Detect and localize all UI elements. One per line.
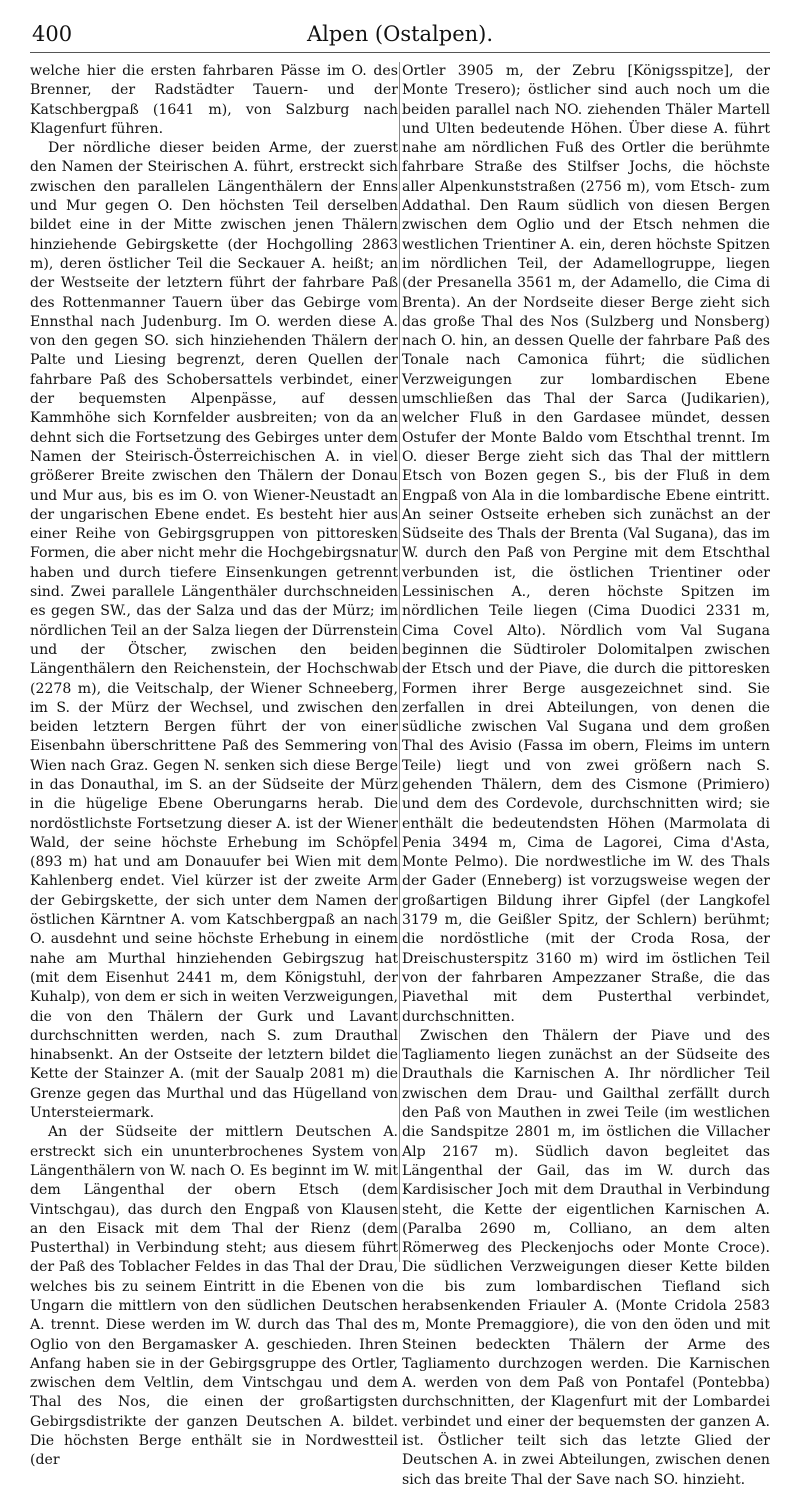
right-column [402, 62, 771, 1488]
page-header [30, 16, 770, 53]
paragraph: Zwischen den Thälern der Piave und des Tagliamento liegen zunächst an der Südseite des Drauthals die Karnischen A. Ihr nördlicher Teil zwischen dem Drau- und Gailthal zerfällt durch den Paß von Mauthen in zwei Teile (im westlichen die Sandspitze 2801 m, im östlichen die Villacher Alp 2167 m). Südlich davon begleitet das Längenthal der Gail, das im W. durch das Kardisischer Joch mit dem Drauthal in Verbindung steht, die Kette der eigentlichen Karnischen A. (Paralba 2690 m, Colliano, an dem alten Römerweg des Pleckenjochs oder Monte Croce). Die südlichen Verzweigungen dieser Kette bilden die bis zum lombardischen Tiefland sich herabsenkenden Friauler A. (Monte Cridola 2583 m, Monte Premaggiore), die von den öden und mit Steinen bedeckten Thälern der Arme des Tagliamento durchzogen werden. Die Karnischen A. werden von dem Paß von Pontafel (Pontebba) durchschnitten, der Klagenfurt mit der Lombardei verbindet und einer der bequemsten der ganzen A. ist. Östlicher teilt sich das letzte Glied der Deutschen A. in zwei Abteilungen, zwischen denen sich das breite Thal der Save nach SO. hinzieht. [402, 1027, 770, 1488]
paragraph: An der Südseite der mittlern Deutschen A. erstreckt sich ein ununterbrochenes System von Längenthälern von W. nach O. Es beginnt im W. mit dem Längenthal der obern Etsch (dem Vintschgau), das durch den Engpaß von Klausen an den Eisack mit dem Thal der Rienz (dem Pusterthal) in Verbindung steht; aus diesem führt der Paß des Toblacher Feldes in das Thal der Drau, welches bis zu seinem Eintritt in die Ebenen von Ungarn die mittlern von den südlichen Deutschen A. trennt. Diese werden im W. durch das Thal des Oglio von den Bergamasker A. geschieden. Ihren Anfang haben sie in der Gebirgsgruppe des Ortler, zwischen dem Veltlin, dem Vintschgau und dem Thal des Nos, die einen der großartigsten Gebirgsdistrikte der ganzen Deutschen A. bildet. Die höchsten Berge enthält sie in Nordwestteil (der [30, 1124, 398, 1469]
paragraph: Ortler 3905 m, der Zebru [Königsspitze], der Monte Tresero); östlicher sind auch noch um die beiden parallel nach NO. ziehenden Thäler Martell und Ulten bedeutende Höhen. Über diese A. führt nahe am nördlichen Fuß des Ortler die berühmte fahrbare Straße des Stilfser Jochs, die höchste aller Alpenkunststraßen (2756 m), vom Etsch- zum Addathal. Den Raum südlich von diesen Bergen zwischen dem Oglio und der Etsch nehmen die westlichen Trientiner A. ein, deren höchste Spitzen im nördlichen Teil, der Adamellogruppe, liegen (der Presanella 3561 m, der Adamello, die Cima di Brenta). An der Nordseite dieser Berge zieht sich das große Thal des Nos (Sulzberg und Nonsberg) nach O. hin, an dessen Quelle der fahrbare Paß des Tonale nach Camonica führt; die südlichen Verzweigungen zur lombardischen Ebene umschließen das Thal der Sarca (Judikarien), welcher Fluß in den Gardasee mündet, dessen Ostufer der Monte Baldo vom Etschthal trennt. Im O. dieser Berge zieht sich das Thal der mittlern Etsch von Bozen gegen S., bis der Fluß in dem Engpaß von Ala in die lombardische Ebene eintritt. An seiner Ostseite erheben sich zunächst an der Südseite des Thals der Brenta (Val Sugana), das im W. durch den Paß von Pergine mit dem Etschthal verbunden ist, die östlichen Trientiner oder Lessinischen A., deren höchste Spitzen im nördlichen Teile liegen (Cima Duodici 2331 m, Cima Covel Alto). Nördlich vom Val Sugana beginnen die Südtiroler Dolomitalpen zwischen der Etsch und der Piave, die durch die pittoresken Formen ihrer Berge ausgezeichnet sind. Sie zerfallen in drei Abteilungen, von denen die südliche zwischen Val Sugana und dem großen Thal des Avisio (Fassa im obern, Fleims im untern Teile) liegt und von zwei größern nach S. gehenden Thälern, dem des Cismone (Primiero) und dem des Cordevole, durchschnitten wird; sie enthält die bedeutendsten Höhen (Marmolata di Penia 3494 m, Cima de Lagorei, Cima d'Asta, Monte Pelmo). Die nordwestliche im W. des Thals der Gader (Enneberg) ist vorzugsweise wegen der großartigen Bildung ihrer Gipfel (der Langkofel 3179 m, die Geißler Spitz, der Schlern) berühmt; die nordöstliche (mit der Croda Rosa, der Dreischusterspitz 3160 m) wird im östlichen Teil von der fahrbaren Ampezzaner Straße, die das Piavethal mit dem Pusterthal verbindet, durchschnitten. [402, 63, 771, 1025]
paragraph: Der nördliche dieser beiden Arme, der zuerst den Namen der Steirischen A. führt, erstreckt sich zwischen den parallelen Längenthälern der Enns und Mur gegen O. Den höchsten Teil derselben bildet eine in der Mitte zwischen jenen Thälern hinziehende Gebirgskette (der Hochgolling 2863 m), deren östlicher Teil die Seckauer A. heißt; an der Westseite der letztern führt der fahrbare Paß des Rottenmanner Tauern über das Gebirge vom Ennsthal nach Judenburg. Im O. werden diese A. von den gegen SO. sich hinziehenden Thälern der Palte und Liesing begrenzt, deren Quellen der fahrbare Paß des Schobersattels verbindet, einer der bequemsten Alpenpässe, auf dessen Kammhöhe sich Kornfelder ausbreiten; von da an dehnt sich die Fortsetzung des Gebirges unter dem Namen der Steirisch-Österreichischen A. in viel größerer Breite zwischen den Thälern der Donau und Mur aus, bis es im O. von Wiener-Neustadt an der ungarischen Ebene endet. Es besteht hier aus einer Reihe von Gebirgsgruppen von pittoresken Formen, die aber nicht mehr die Hochgebirgsnatur haben und durch tiefere Einsenkungen getrennt sind. Zwei parallele Längenthäler durchschneiden es gegen SW., das der Salza und das der Mürz; im nördlichen Teil an der Salza liegen der Dürrenstein und der Ötscher, zwischen den beiden Längenthälern den Reichenstein, der Hochschwab (2278 m), die Veitschalp, der Wiener Schneeberg, im S. der Mürz der Wechsel, und zwischen den beiden letztern Bergen führt der von einer Eisenbahn überschrittene Paß des Semmering von Wien nach Graz. Gegen N. senken sich diese Berge in das Donauthal, im S. an der Südseite der Mürz in die hügelige Ebene Oberungarns herab. Die nordöstlichste Fortsetzung dieser A. ist der Wiener Wald, der seine höchste Erhebung im Schöpfel (893 m) hat und am Donauufer bei Wien mit dem Kahlenberg endet. Viel kürzer ist der zweite Arm der Gebirgskette, der sich unter dem Namen der östlichen Kärntner A. vom Katschbergpaß an nach O. ausdehnt und seine höchste Erhebung in einem nahe am Murthal hinziehenden Gebirgszug hat (mit dem Eisenhut 2441 m, dem Königstuhl, der Kuhalp), von dem er sich in weiten Verzweigungen, die von den Thälern der Gurk und Lavant durchschnitten werden, nach S. zum Drauthal hinabsenkt. An der Ostseite der letztern bildet die Kette der Stainzer A. (mit der Saualp 2081 m) die Grenze gegen das Murthal und das Hügelland von Untersteiermark. [30, 140, 398, 1122]
column-divider [399, 62, 400, 1262]
page-number: 400 [32, 22, 73, 46]
left-column [30, 62, 398, 1469]
paragraph: welche hier die ersten fahrbaren Pässe im O. des Brenner, der Radstädter Tauern- und der Katschbergpaß (1641 m), von Salzburg nach Klagenfurt führen. [30, 63, 398, 137]
running-title: Alpen (Ostalpen). [306, 22, 494, 46]
